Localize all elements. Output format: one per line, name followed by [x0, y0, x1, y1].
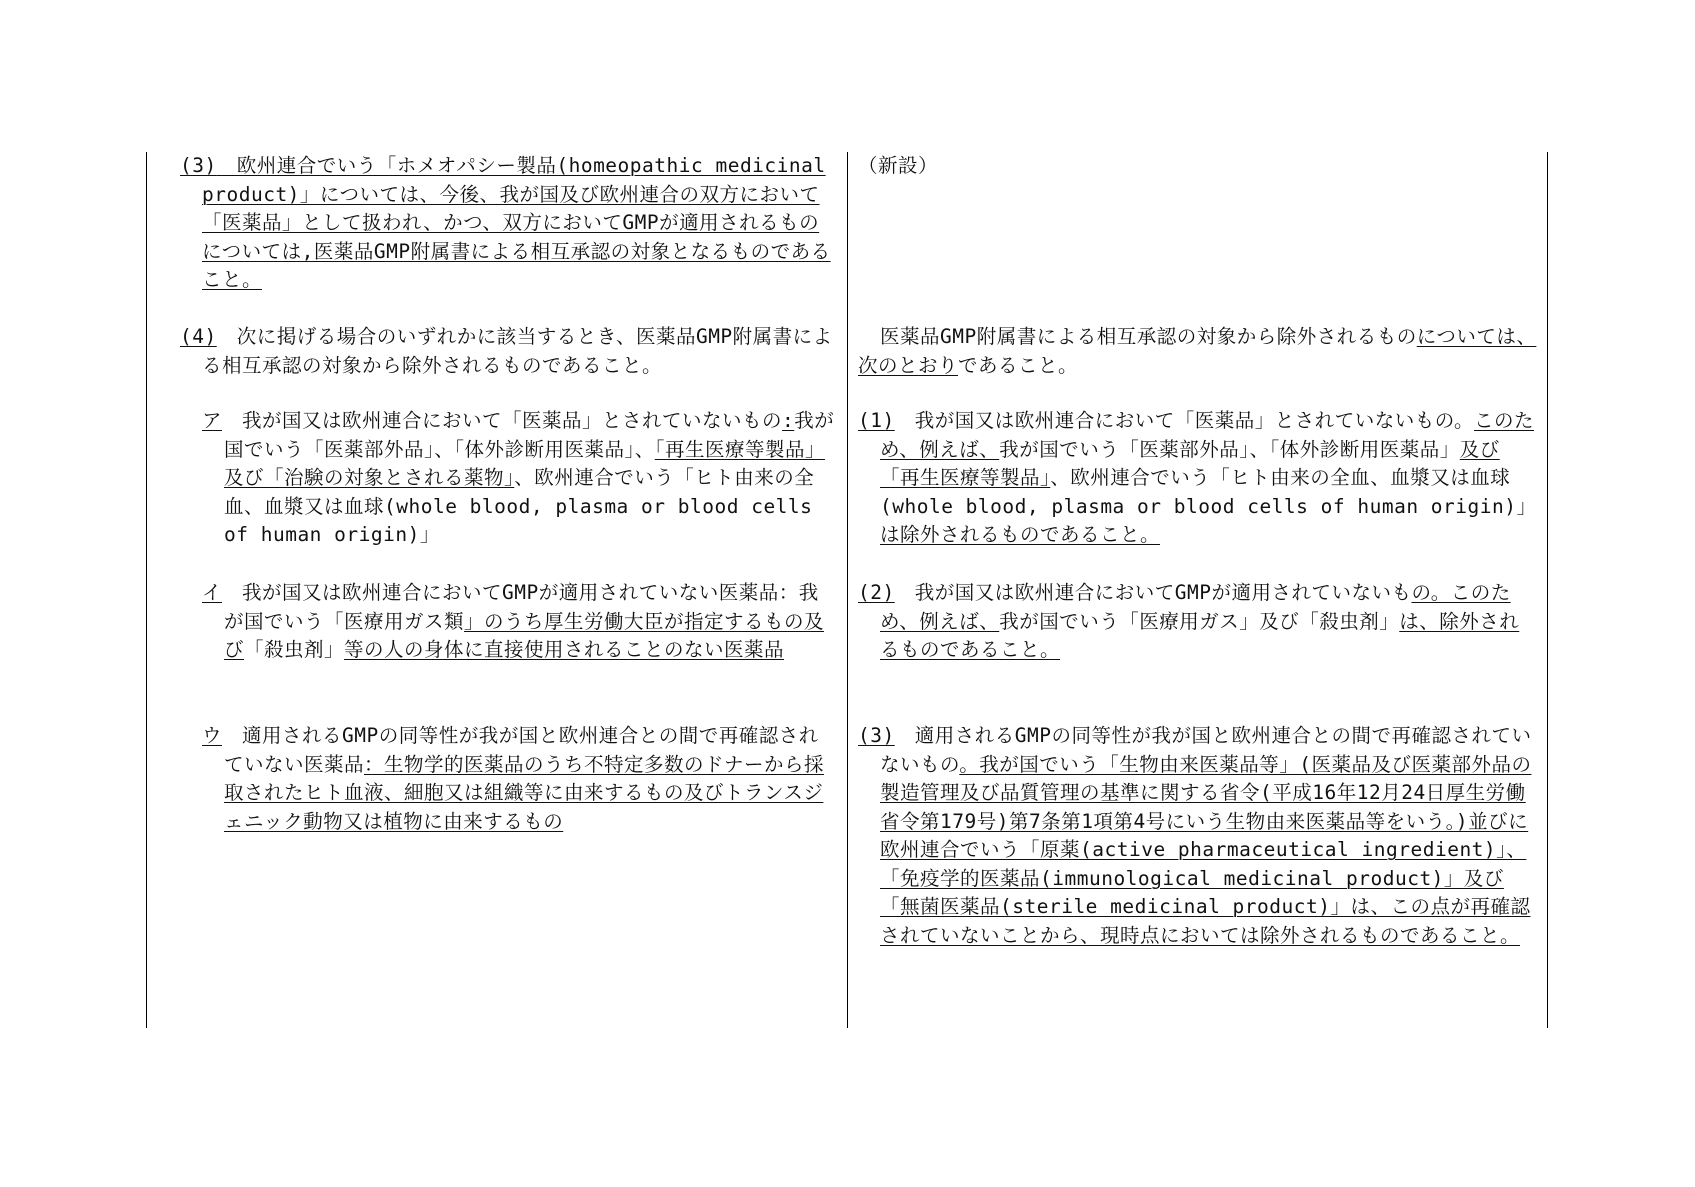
new-intro-text-2: であること。: [958, 353, 1079, 377]
old-sub-u-underlined: ：生物学的医薬品のうち不特定多数のドナーから採取されたヒト血液、細胞又は組織等に由来するもの及びトランスジェニック動物又は植物に由来するもの: [224, 752, 825, 833]
table-border-right: [1547, 152, 1548, 1028]
new-intro: [858, 323, 1538, 380]
table-border-middle: [847, 152, 848, 1028]
new-intro-underlined: については、次のとおり: [858, 325, 1537, 377]
old-item-4-label: (4): [180, 325, 217, 348]
old-sub-i: [180, 579, 838, 665]
new-item-1-text-2: 我が国でいう「医薬部外品」、「体外診断用医薬品」: [999, 437, 1460, 461]
new-item-2-text-2: 我が国でいう「医療用ガス」及び「殺虫剤」: [999, 609, 1400, 633]
old-item-3-text: 欧州連合でいう「ホメオパシー製品(homeopathic medicinal product)」については、今後、我が国及び欧州連合の双方において「医薬品」として扱われ、かつ、双方においてGMPが適用されるものについては,医薬品GMP附属書による相互承認の対象となるものであること。: [202, 154, 831, 291]
new-item-1: [858, 407, 1538, 550]
old-sub-u: [180, 722, 838, 836]
old-sub-i-underlined: 」のうち厚生労働大臣が指定するもの及び: [224, 609, 825, 661]
new-item-3-text: 適用されるGMPの同等性が我が国と欧州連合との間で再確認されていないもの: [880, 724, 1532, 776]
table-border-left: [146, 152, 147, 1028]
old-item-4: [180, 323, 838, 380]
old-sub-a-underlined: 「再生医療等製品」及び「治験の対象とされる薬物」: [224, 437, 826, 489]
old-sub-i-label: イ: [202, 581, 223, 604]
new-item-2-underlined: の。このため、例えば、: [880, 581, 1511, 633]
new-item-1-underlined-2: 及び「再生医療等製品」: [880, 437, 1500, 489]
old-sub-a-text-3: 、欧州連合でいう「ヒト由来の全血、血漿又は血球(whole blood, plasma or blood cells of human origin)」: [224, 466, 815, 546]
new-item-3-underlined: 。我が国でいう「生物由来医薬品等」(医薬品及び医薬部外品の製造管理及び品質管理の基準に関する省令(平成16年12月24日厚生労働省令第179号)第7条第1項第4号にいう生物由来医薬品等をいう。)並びに欧州連合でいう「原薬(active pharmaceutical ingredient)」、「免疫学的医薬品(immunological medicinal product)」及び「無菌医薬品(sterile medicinal product)」は、この点が再確認されていないことから、現時点においては除外されるものであること。: [880, 752, 1532, 947]
new-item-1-text: 我が国又は欧州連合において「医薬品」とされていないもの。: [894, 409, 1474, 432]
old-sub-i-underlined-2: 等の人の身体に直接使用されることのない医薬品: [344, 638, 785, 661]
new-item-2-label: (2): [858, 581, 895, 604]
old-sub-a-colon: :: [782, 409, 795, 432]
new-item-1-text-3: 、欧州連合でいう「ヒト由来の全血、血漿又は血球(whole blood, plasma or blood cells of human origin)」: [880, 466, 1537, 518]
new-item-2-underlined-2: は、除外されるものであること。: [880, 609, 1520, 661]
new-mark-text: （新設）: [858, 154, 939, 177]
old-sub-a-text: 我が国又は欧州連合において「医薬品」とされていないもの: [222, 409, 783, 432]
new-item-1-underlined-3: は除外されるものであること。: [880, 523, 1161, 546]
old-sub-a-label: ア: [202, 409, 223, 432]
new-item-1-label: (1): [858, 409, 895, 432]
old-item-4-text: 次に掲げる場合のいずれかに該当するとき、医薬品GMP附属書による相互承認の対象から除外されるものであること。: [202, 325, 833, 377]
new-mark: [858, 152, 1538, 181]
old-sub-a: [180, 407, 838, 550]
old-sub-i-text: 我が国又は欧州連合においてGMPが適用されていない医薬品：我が国でいう「医療用ガス類: [222, 581, 819, 633]
old-item-3-label: (3): [180, 154, 217, 177]
new-item-1-underlined: このため、例えば、: [880, 409, 1534, 461]
old-sub-i-text-2: 「殺虫剤」: [244, 638, 345, 661]
old-sub-a-text-2: 我が国でいう「医薬部外品」、「体外診断用医薬品」、: [224, 409, 835, 461]
old-sub-u-text: 適用されるGMPの同等性が我が国と欧州連合との間で再確認されていない医薬品: [222, 724, 819, 776]
old-item-3: [180, 152, 838, 295]
new-intro-text: 医薬品GMP附属書による相互承認の対象から除外されるもの: [880, 325, 1417, 348]
new-item-3-label: (3): [858, 724, 895, 747]
new-item-2: [858, 579, 1538, 665]
new-item-2-text: 我が国又は欧州連合においてGMPが適用されていないも: [894, 581, 1412, 604]
old-sub-u-label: ウ: [202, 724, 223, 747]
new-item-3: [858, 722, 1538, 950]
